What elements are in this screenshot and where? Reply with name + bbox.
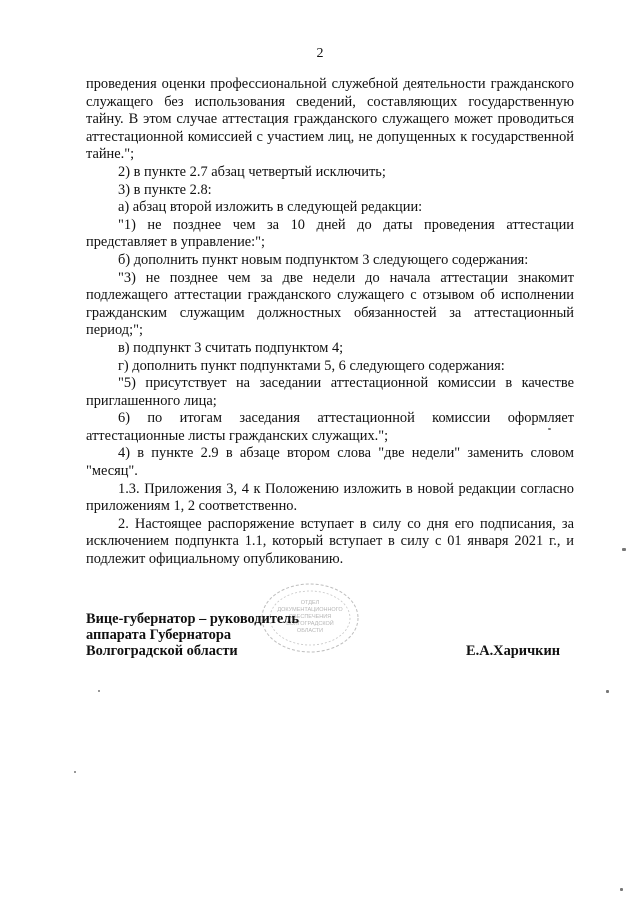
paragraph: 2. Настоящее распоряжение вступает в силу со дня его подписания, за исключением подпункта 1.1, который вступает в силу с 01 января 2021 г., и подлежит официальному опубликованию.	[86, 515, 574, 568]
document-body	[86, 76, 574, 569]
paragraph: 2) в пункте 2.7 абзац четвертый исключить;	[118, 163, 386, 180]
paragraph: "3) не позднее чем за две недели до начала аттестации знакомит подлежащего аттестации гражданского служащего с отзывом об исполнении гражданским служащим должностных обязанностей за аттестационный период;";	[86, 269, 574, 339]
scan-speck	[74, 771, 76, 773]
signer-name: Е.А.Харичкин	[466, 643, 561, 659]
stamp-line: ОБЛАСТИ	[296, 628, 324, 634]
signer-position-line: аппарата Губернатора	[86, 627, 232, 643]
paragraph: 6) по итогам заседания аттестационной комиссии оформляет аттестационные листы гражданских служащих.";	[86, 410, 574, 444]
paragraph: г) дополнить пункт подпунктами 5, 6 следующего содержания:	[118, 357, 505, 374]
scan-speck	[548, 428, 551, 430]
stamp-line: ОБЕСПЕЧЕНИЯ	[288, 614, 332, 620]
paragraph: б) дополнить пункт новым подпунктом 3 следующего содержания:	[118, 251, 529, 268]
scan-speck	[98, 690, 100, 692]
paragraph: 1.3. Приложения 3, 4 к Положению изложить в новой редакции согласно приложениям 1, 2 соответственно.	[86, 480, 574, 515]
paragraph: 3) в пункте 2.8:	[118, 181, 212, 198]
paragraph: 4) в пункте 2.9 в абзаце втором слова "две недели" заменить словом "месяц".	[86, 445, 574, 480]
stamp-line: ОТДЕЛ	[300, 600, 320, 606]
paragraph: а) абзац второй изложить в следующей редакции:	[118, 199, 423, 216]
paragraph: в) подпункт 3 считать подпунктом 4;	[118, 339, 344, 356]
signer-position-line: Волгоградской области	[86, 643, 238, 659]
paragraph: проведения оценки профессиональной служебной деятельности гражданского служащего без использования сведений, составляющих государственную тайну. В этом случае аттестация гражданского служащего может проводиться аттестационной комиссией с участием лиц, не допущенных к государственной тайне.";	[86, 76, 574, 163]
stamp-line: ДОКУМЕНТАЦИОННОГО	[277, 607, 343, 613]
paragraph: "5) присутствует на заседании аттестационной комиссии в качестве приглашенного лица;	[86, 375, 574, 409]
signature-block	[86, 611, 299, 659]
scan-speck	[620, 888, 623, 891]
scan-speck	[622, 548, 626, 551]
paragraph: "1) не позднее чем за 10 дней до даты проведения аттестации представляет в управление:";	[86, 216, 574, 251]
signer-position-line: Вице-губернатор – руководитель	[86, 611, 299, 627]
page-number: 2	[316, 46, 324, 61]
scan-speck	[606, 690, 609, 693]
stamp-line: ВОЛГОГРАДСКОЙ	[286, 621, 334, 627]
